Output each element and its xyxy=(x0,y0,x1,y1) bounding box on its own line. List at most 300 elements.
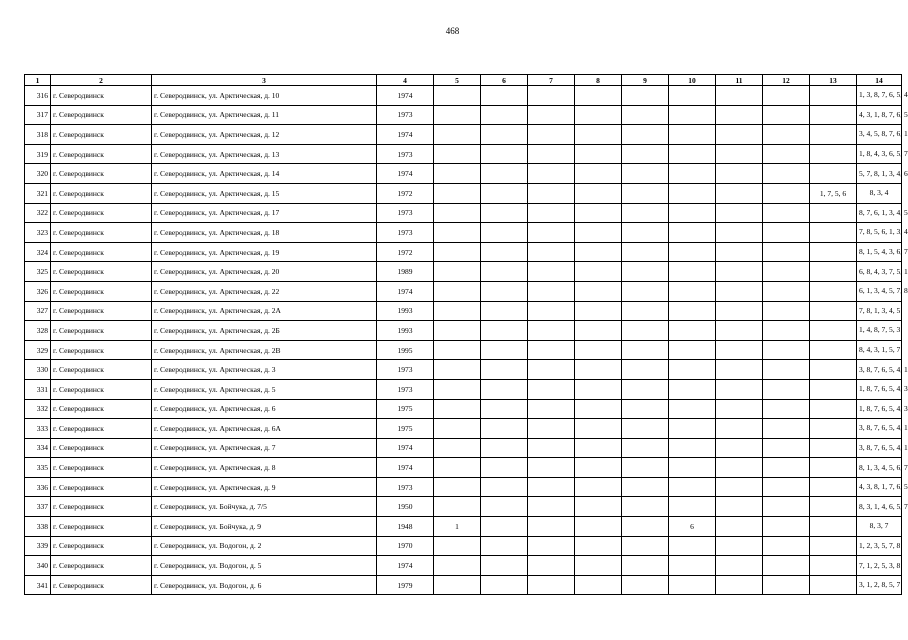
col-5-cell xyxy=(434,379,481,399)
column-header-3: 3 xyxy=(152,75,377,86)
col-7-cell xyxy=(528,419,575,439)
col-14-cell: 4, 3, 1, 8, 7, 6, 5 xyxy=(857,105,902,125)
city-cell: г. Северодвинск xyxy=(51,556,152,576)
col-13-cell xyxy=(810,105,857,125)
year-cell: 1974 xyxy=(377,86,434,106)
col-6-cell xyxy=(481,203,528,223)
city-cell: г. Северодвинск xyxy=(51,477,152,497)
city-cell: г. Северодвинск xyxy=(51,105,152,125)
col-5-cell xyxy=(434,340,481,360)
col-5-cell xyxy=(434,536,481,556)
col-11-cell xyxy=(716,360,763,380)
col-5-cell xyxy=(434,203,481,223)
col-11-cell xyxy=(716,242,763,262)
col-14-cell: 1, 2, 3, 5, 7, 8 xyxy=(857,536,902,556)
col-14-cell: 3, 8, 7, 6, 5, 4, 1 xyxy=(857,438,902,458)
address-cell: г. Северодвинск, ул. Водогон, д. 2 xyxy=(152,536,377,556)
col-5-cell xyxy=(434,125,481,145)
col-8-cell xyxy=(575,281,622,301)
col-13-cell xyxy=(810,144,857,164)
col-6-cell xyxy=(481,340,528,360)
col-14-cell: 3, 4, 5, 8, 7, 6, 1 xyxy=(857,125,902,145)
col-11-cell xyxy=(716,536,763,556)
col-5-cell xyxy=(434,281,481,301)
city-cell: г. Северодвинск xyxy=(51,86,152,106)
col-6-cell xyxy=(481,183,528,203)
col-11-cell xyxy=(716,477,763,497)
table-row xyxy=(25,458,902,478)
column-header-6: 6 xyxy=(481,75,528,86)
col-12-cell xyxy=(763,183,810,203)
col-11-cell xyxy=(716,105,763,125)
col-14-cell: 8, 3, 7 xyxy=(857,517,902,537)
col-7-cell xyxy=(528,164,575,184)
table-row xyxy=(25,477,902,497)
col-6-cell xyxy=(481,575,528,595)
housing-register-table xyxy=(24,74,908,595)
col-9-cell xyxy=(622,399,669,419)
col-5-cell xyxy=(434,438,481,458)
col-14-cell: 6, 8, 4, 3, 7, 5, 1 xyxy=(857,262,902,282)
city-cell: г. Северодвинск xyxy=(51,281,152,301)
year-cell: 1973 xyxy=(377,203,434,223)
col-7-cell xyxy=(528,340,575,360)
col-14-cell: 1, 8, 7, 6, 5, 4, 3 xyxy=(857,379,902,399)
table-row xyxy=(25,86,902,106)
row-number-cell: 328 xyxy=(25,321,51,341)
col-13-cell xyxy=(810,497,857,517)
year-cell: 1974 xyxy=(377,458,434,478)
col-5-cell xyxy=(434,321,481,341)
city-cell: г. Северодвинск xyxy=(51,379,152,399)
col-8-cell xyxy=(575,419,622,439)
year-cell: 1948 xyxy=(377,517,434,537)
year-cell: 1973 xyxy=(377,105,434,125)
year-cell: 1974 xyxy=(377,125,434,145)
col-13-cell xyxy=(810,340,857,360)
col-7-cell xyxy=(528,438,575,458)
col-6-cell xyxy=(481,125,528,145)
address-cell: г. Северодвинск, ул. Арктическая, д. 2Б xyxy=(152,321,377,341)
col-10-cell xyxy=(669,301,716,321)
col-14-cell: 1, 8, 4, 3, 6, 5, 7 xyxy=(857,144,902,164)
col-5-cell xyxy=(434,164,481,184)
address-cell: г. Северодвинск, ул. Арктическая, д. 3 xyxy=(152,360,377,380)
col-9-cell xyxy=(622,183,669,203)
row-number-cell: 316 xyxy=(25,86,51,106)
col-14-cell: 3, 8, 7, 6, 5, 4, 1 xyxy=(857,419,902,439)
col-14-cell: 1, 3, 8, 7, 6, 5, 4 xyxy=(857,86,902,106)
city-cell: г. Северодвинск xyxy=(51,242,152,262)
address-cell: г. Северодвинск, ул. Арктическая, д. 15 xyxy=(152,183,377,203)
col-6-cell xyxy=(481,301,528,321)
col-12-cell xyxy=(763,321,810,341)
table-row xyxy=(25,183,902,203)
col-11-cell xyxy=(716,575,763,595)
col-11-cell xyxy=(716,281,763,301)
col-10-cell xyxy=(669,575,716,595)
city-cell: г. Северодвинск xyxy=(51,360,152,380)
address-cell: г. Северодвинск, ул. Арктическая, д. 12 xyxy=(152,125,377,145)
col-6-cell xyxy=(481,556,528,576)
col-12-cell xyxy=(763,360,810,380)
col-6-cell xyxy=(481,281,528,301)
col-14-cell: 5, 7, 8, 1, 3, 4, 6 xyxy=(857,164,902,184)
col-7-cell xyxy=(528,105,575,125)
col-9-cell xyxy=(622,321,669,341)
year-cell: 1972 xyxy=(377,242,434,262)
col-5-cell xyxy=(434,144,481,164)
col-9-cell xyxy=(622,203,669,223)
year-cell: 1973 xyxy=(377,379,434,399)
col-8-cell xyxy=(575,86,622,106)
col-8-cell xyxy=(575,301,622,321)
table-row xyxy=(25,321,902,341)
col-12-cell xyxy=(763,86,810,106)
col-7-cell xyxy=(528,321,575,341)
col-8-cell xyxy=(575,321,622,341)
col-13-cell xyxy=(810,379,857,399)
col-11-cell xyxy=(716,517,763,537)
col-10-cell xyxy=(669,125,716,145)
col-11-cell xyxy=(716,419,763,439)
col-9-cell xyxy=(622,477,669,497)
table-row xyxy=(25,575,902,595)
year-cell: 1950 xyxy=(377,497,434,517)
table-row xyxy=(25,281,902,301)
column-header-5: 5 xyxy=(434,75,481,86)
col-9-cell xyxy=(622,536,669,556)
col-6-cell xyxy=(481,242,528,262)
col-13-cell xyxy=(810,223,857,243)
col-8-cell xyxy=(575,438,622,458)
city-cell: г. Северодвинск xyxy=(51,517,152,537)
col-11-cell xyxy=(716,183,763,203)
row-number-cell: 339 xyxy=(25,536,51,556)
col-6-cell xyxy=(481,105,528,125)
row-number-cell: 320 xyxy=(25,164,51,184)
address-cell: г. Северодвинск, ул. Бойчука, д. 9 xyxy=(152,517,377,537)
col-7-cell xyxy=(528,223,575,243)
col-10-cell xyxy=(669,399,716,419)
header-row xyxy=(25,75,902,86)
col-7-cell xyxy=(528,144,575,164)
col-9-cell xyxy=(622,575,669,595)
column-header-11: 11 xyxy=(716,75,763,86)
col-6-cell xyxy=(481,438,528,458)
col-10-cell xyxy=(669,438,716,458)
col-7-cell xyxy=(528,262,575,282)
col-9-cell xyxy=(622,262,669,282)
table-row xyxy=(25,399,902,419)
col-7-cell xyxy=(528,477,575,497)
table-row xyxy=(25,164,902,184)
col-5-cell xyxy=(434,183,481,203)
col-10-cell xyxy=(669,556,716,576)
col-10-cell xyxy=(669,183,716,203)
col-8-cell xyxy=(575,105,622,125)
col-9-cell xyxy=(622,458,669,478)
col-12-cell xyxy=(763,497,810,517)
col-7-cell xyxy=(528,497,575,517)
col-8-cell xyxy=(575,144,622,164)
col-8-cell xyxy=(575,183,622,203)
col-7-cell xyxy=(528,458,575,478)
address-cell: г. Северодвинск, ул. Арктическая, д. 6 xyxy=(152,399,377,419)
col-9-cell xyxy=(622,242,669,262)
year-cell: 1974 xyxy=(377,164,434,184)
col-9-cell xyxy=(622,438,669,458)
address-cell: г. Северодвинск, ул. Арктическая, д. 5 xyxy=(152,379,377,399)
table-row xyxy=(25,203,902,223)
city-cell: г. Северодвинск xyxy=(51,438,152,458)
table-row xyxy=(25,262,902,282)
col-8-cell xyxy=(575,340,622,360)
col-6-cell xyxy=(481,497,528,517)
address-cell: г. Северодвинск, ул. Арктическая, д. 10 xyxy=(152,86,377,106)
col-11-cell xyxy=(716,399,763,419)
city-cell: г. Северодвинск xyxy=(51,203,152,223)
col-9-cell xyxy=(622,360,669,380)
col-8-cell xyxy=(575,223,622,243)
year-cell: 1973 xyxy=(377,223,434,243)
col-10-cell xyxy=(669,242,716,262)
col-5-cell xyxy=(434,497,481,517)
row-number-cell: 322 xyxy=(25,203,51,223)
col-11-cell xyxy=(716,556,763,576)
col-12-cell xyxy=(763,144,810,164)
address-cell: г. Северодвинск, ул. Арктическая, д. 22 xyxy=(152,281,377,301)
col-11-cell xyxy=(716,223,763,243)
column-header-9: 9 xyxy=(622,75,669,86)
col-13-cell xyxy=(810,556,857,576)
row-number-cell: 326 xyxy=(25,281,51,301)
col-8-cell xyxy=(575,125,622,145)
col-9-cell xyxy=(622,419,669,439)
col-13-cell xyxy=(810,575,857,595)
col-13-cell xyxy=(810,360,857,380)
col-12-cell xyxy=(763,301,810,321)
col-11-cell xyxy=(716,262,763,282)
year-cell: 1975 xyxy=(377,419,434,439)
col-7-cell xyxy=(528,360,575,380)
row-number-cell: 325 xyxy=(25,262,51,282)
col-11-cell xyxy=(716,438,763,458)
column-header-10: 10 xyxy=(669,75,716,86)
col-9-cell xyxy=(622,301,669,321)
col-12-cell xyxy=(763,203,810,223)
col-6-cell xyxy=(481,360,528,380)
table-row xyxy=(25,301,902,321)
address-cell: г. Северодвинск, ул. Арктическая, д. 2А xyxy=(152,301,377,321)
col-8-cell xyxy=(575,242,622,262)
table-row xyxy=(25,242,902,262)
col-8-cell xyxy=(575,575,622,595)
col-13-cell xyxy=(810,86,857,106)
col-12-cell xyxy=(763,242,810,262)
col-13-cell xyxy=(810,242,857,262)
col-8-cell xyxy=(575,556,622,576)
row-number-cell: 324 xyxy=(25,242,51,262)
city-cell: г. Северодвинск xyxy=(51,183,152,203)
col-14-cell: 7, 1, 2, 5, 3, 8 xyxy=(857,556,902,576)
table-row xyxy=(25,105,902,125)
col-8-cell xyxy=(575,497,622,517)
col-10-cell xyxy=(669,379,716,399)
col-11-cell xyxy=(716,340,763,360)
col-12-cell xyxy=(763,379,810,399)
table-row xyxy=(25,517,902,537)
col-12-cell xyxy=(763,419,810,439)
column-header-8: 8 xyxy=(575,75,622,86)
col-6-cell xyxy=(481,144,528,164)
col-7-cell xyxy=(528,242,575,262)
city-cell: г. Северодвинск xyxy=(51,497,152,517)
col-10-cell xyxy=(669,262,716,282)
address-cell: г. Северодвинск, ул. Арктическая, д. 2В xyxy=(152,340,377,360)
col-7-cell xyxy=(528,125,575,145)
col-7-cell xyxy=(528,399,575,419)
city-cell: г. Северодвинск xyxy=(51,536,152,556)
year-cell: 1972 xyxy=(377,183,434,203)
col-14-cell: 3, 1, 2, 8, 5, 7 xyxy=(857,575,902,595)
row-number-cell: 330 xyxy=(25,360,51,380)
city-cell: г. Северодвинск xyxy=(51,419,152,439)
col-9-cell xyxy=(622,164,669,184)
address-cell: г. Северодвинск, ул. Арктическая, д. 13 xyxy=(152,144,377,164)
table-row xyxy=(25,360,902,380)
col-7-cell xyxy=(528,183,575,203)
column-header-12: 12 xyxy=(763,75,810,86)
col-12-cell xyxy=(763,164,810,184)
address-cell: г. Северодвинск, ул. Водогон, д. 6 xyxy=(152,575,377,595)
year-cell: 1974 xyxy=(377,438,434,458)
row-number-cell: 321 xyxy=(25,183,51,203)
row-number-cell: 334 xyxy=(25,438,51,458)
col-6-cell xyxy=(481,419,528,439)
col-7-cell xyxy=(528,379,575,399)
col-6-cell xyxy=(481,164,528,184)
col-5-cell xyxy=(434,262,481,282)
col-10-cell: 6 xyxy=(669,517,716,537)
col-5-cell xyxy=(434,458,481,478)
col-14-cell: 8, 3, 1, 4, 6, 5, 7 xyxy=(857,497,902,517)
city-cell: г. Северодвинск xyxy=(51,262,152,282)
col-6-cell xyxy=(481,536,528,556)
row-number-cell: 331 xyxy=(25,379,51,399)
address-cell: г. Северодвинск, ул. Арктическая, д. 18 xyxy=(152,223,377,243)
address-cell: г. Северодвинск, ул. Арктическая, д. 7 xyxy=(152,438,377,458)
col-12-cell xyxy=(763,340,810,360)
table-row xyxy=(25,340,902,360)
col-13-cell xyxy=(810,262,857,282)
table-row xyxy=(25,536,902,556)
col-13-cell xyxy=(810,321,857,341)
col-8-cell xyxy=(575,517,622,537)
col-13-cell: 1, 7, 5, 6 xyxy=(810,183,857,203)
col-5-cell xyxy=(434,360,481,380)
col-12-cell xyxy=(763,536,810,556)
col-7-cell xyxy=(528,301,575,321)
col-12-cell xyxy=(763,223,810,243)
row-number-cell: 318 xyxy=(25,125,51,145)
page-number: 468 xyxy=(445,26,460,36)
col-9-cell xyxy=(622,105,669,125)
col-14-cell: 7, 8, 5, 6, 1, 3, 4 xyxy=(857,223,902,243)
address-cell: г. Северодвинск, ул. Арктическая, д. 20 xyxy=(152,262,377,282)
col-10-cell xyxy=(669,340,716,360)
col-13-cell xyxy=(810,517,857,537)
table-body xyxy=(25,86,908,595)
city-cell: г. Северодвинск xyxy=(51,125,152,145)
col-5-cell xyxy=(434,399,481,419)
column-header-7: 7 xyxy=(528,75,575,86)
col-7-cell xyxy=(528,517,575,537)
row-number-cell: 329 xyxy=(25,340,51,360)
col-14-cell: 8, 4, 3, 1, 5, 7 xyxy=(857,340,902,360)
col-14-cell: 6, 1, 3, 4, 5, 7, 8 xyxy=(857,281,902,301)
row-number-cell: 317 xyxy=(25,105,51,125)
year-cell: 1974 xyxy=(377,556,434,576)
col-8-cell xyxy=(575,379,622,399)
col-7-cell xyxy=(528,281,575,301)
col-14-cell: 8, 1, 5, 4, 3, 6, 7 xyxy=(857,242,902,262)
row-number-cell: 332 xyxy=(25,399,51,419)
col-14-cell: 8, 1, 3, 4, 5, 6, 7 xyxy=(857,458,902,478)
col-12-cell xyxy=(763,517,810,537)
col-10-cell xyxy=(669,281,716,301)
year-cell: 1974 xyxy=(377,281,434,301)
col-10-cell xyxy=(669,144,716,164)
col-9-cell xyxy=(622,223,669,243)
year-cell: 1973 xyxy=(377,477,434,497)
col-10-cell xyxy=(669,86,716,106)
city-cell: г. Северодвинск xyxy=(51,321,152,341)
col-5-cell xyxy=(434,419,481,439)
col-8-cell xyxy=(575,360,622,380)
row-number-cell: 340 xyxy=(25,556,51,576)
col-9-cell xyxy=(622,125,669,145)
column-header-14: 14 xyxy=(857,75,902,86)
city-cell: г. Северодвинск xyxy=(51,399,152,419)
city-cell: г. Северодвинск xyxy=(51,301,152,321)
col-10-cell xyxy=(669,105,716,125)
col-5-cell xyxy=(434,477,481,497)
col-11-cell xyxy=(716,86,763,106)
city-cell: г. Северодвинск xyxy=(51,458,152,478)
col-9-cell xyxy=(622,340,669,360)
col-6-cell xyxy=(481,517,528,537)
col-11-cell xyxy=(716,164,763,184)
row-number-cell: 327 xyxy=(25,301,51,321)
table-row xyxy=(25,379,902,399)
col-10-cell xyxy=(669,419,716,439)
col-10-cell xyxy=(669,458,716,478)
year-cell: 1993 xyxy=(377,301,434,321)
col-13-cell xyxy=(810,125,857,145)
col-10-cell xyxy=(669,203,716,223)
col-8-cell xyxy=(575,203,622,223)
col-11-cell xyxy=(716,379,763,399)
address-cell: г. Северодвинск, ул. Арктическая, д. 9 xyxy=(152,477,377,497)
col-10-cell xyxy=(669,497,716,517)
col-9-cell xyxy=(622,144,669,164)
table-row xyxy=(25,497,902,517)
col-10-cell xyxy=(669,360,716,380)
col-12-cell xyxy=(763,477,810,497)
col-8-cell xyxy=(575,536,622,556)
table-row xyxy=(25,419,902,439)
